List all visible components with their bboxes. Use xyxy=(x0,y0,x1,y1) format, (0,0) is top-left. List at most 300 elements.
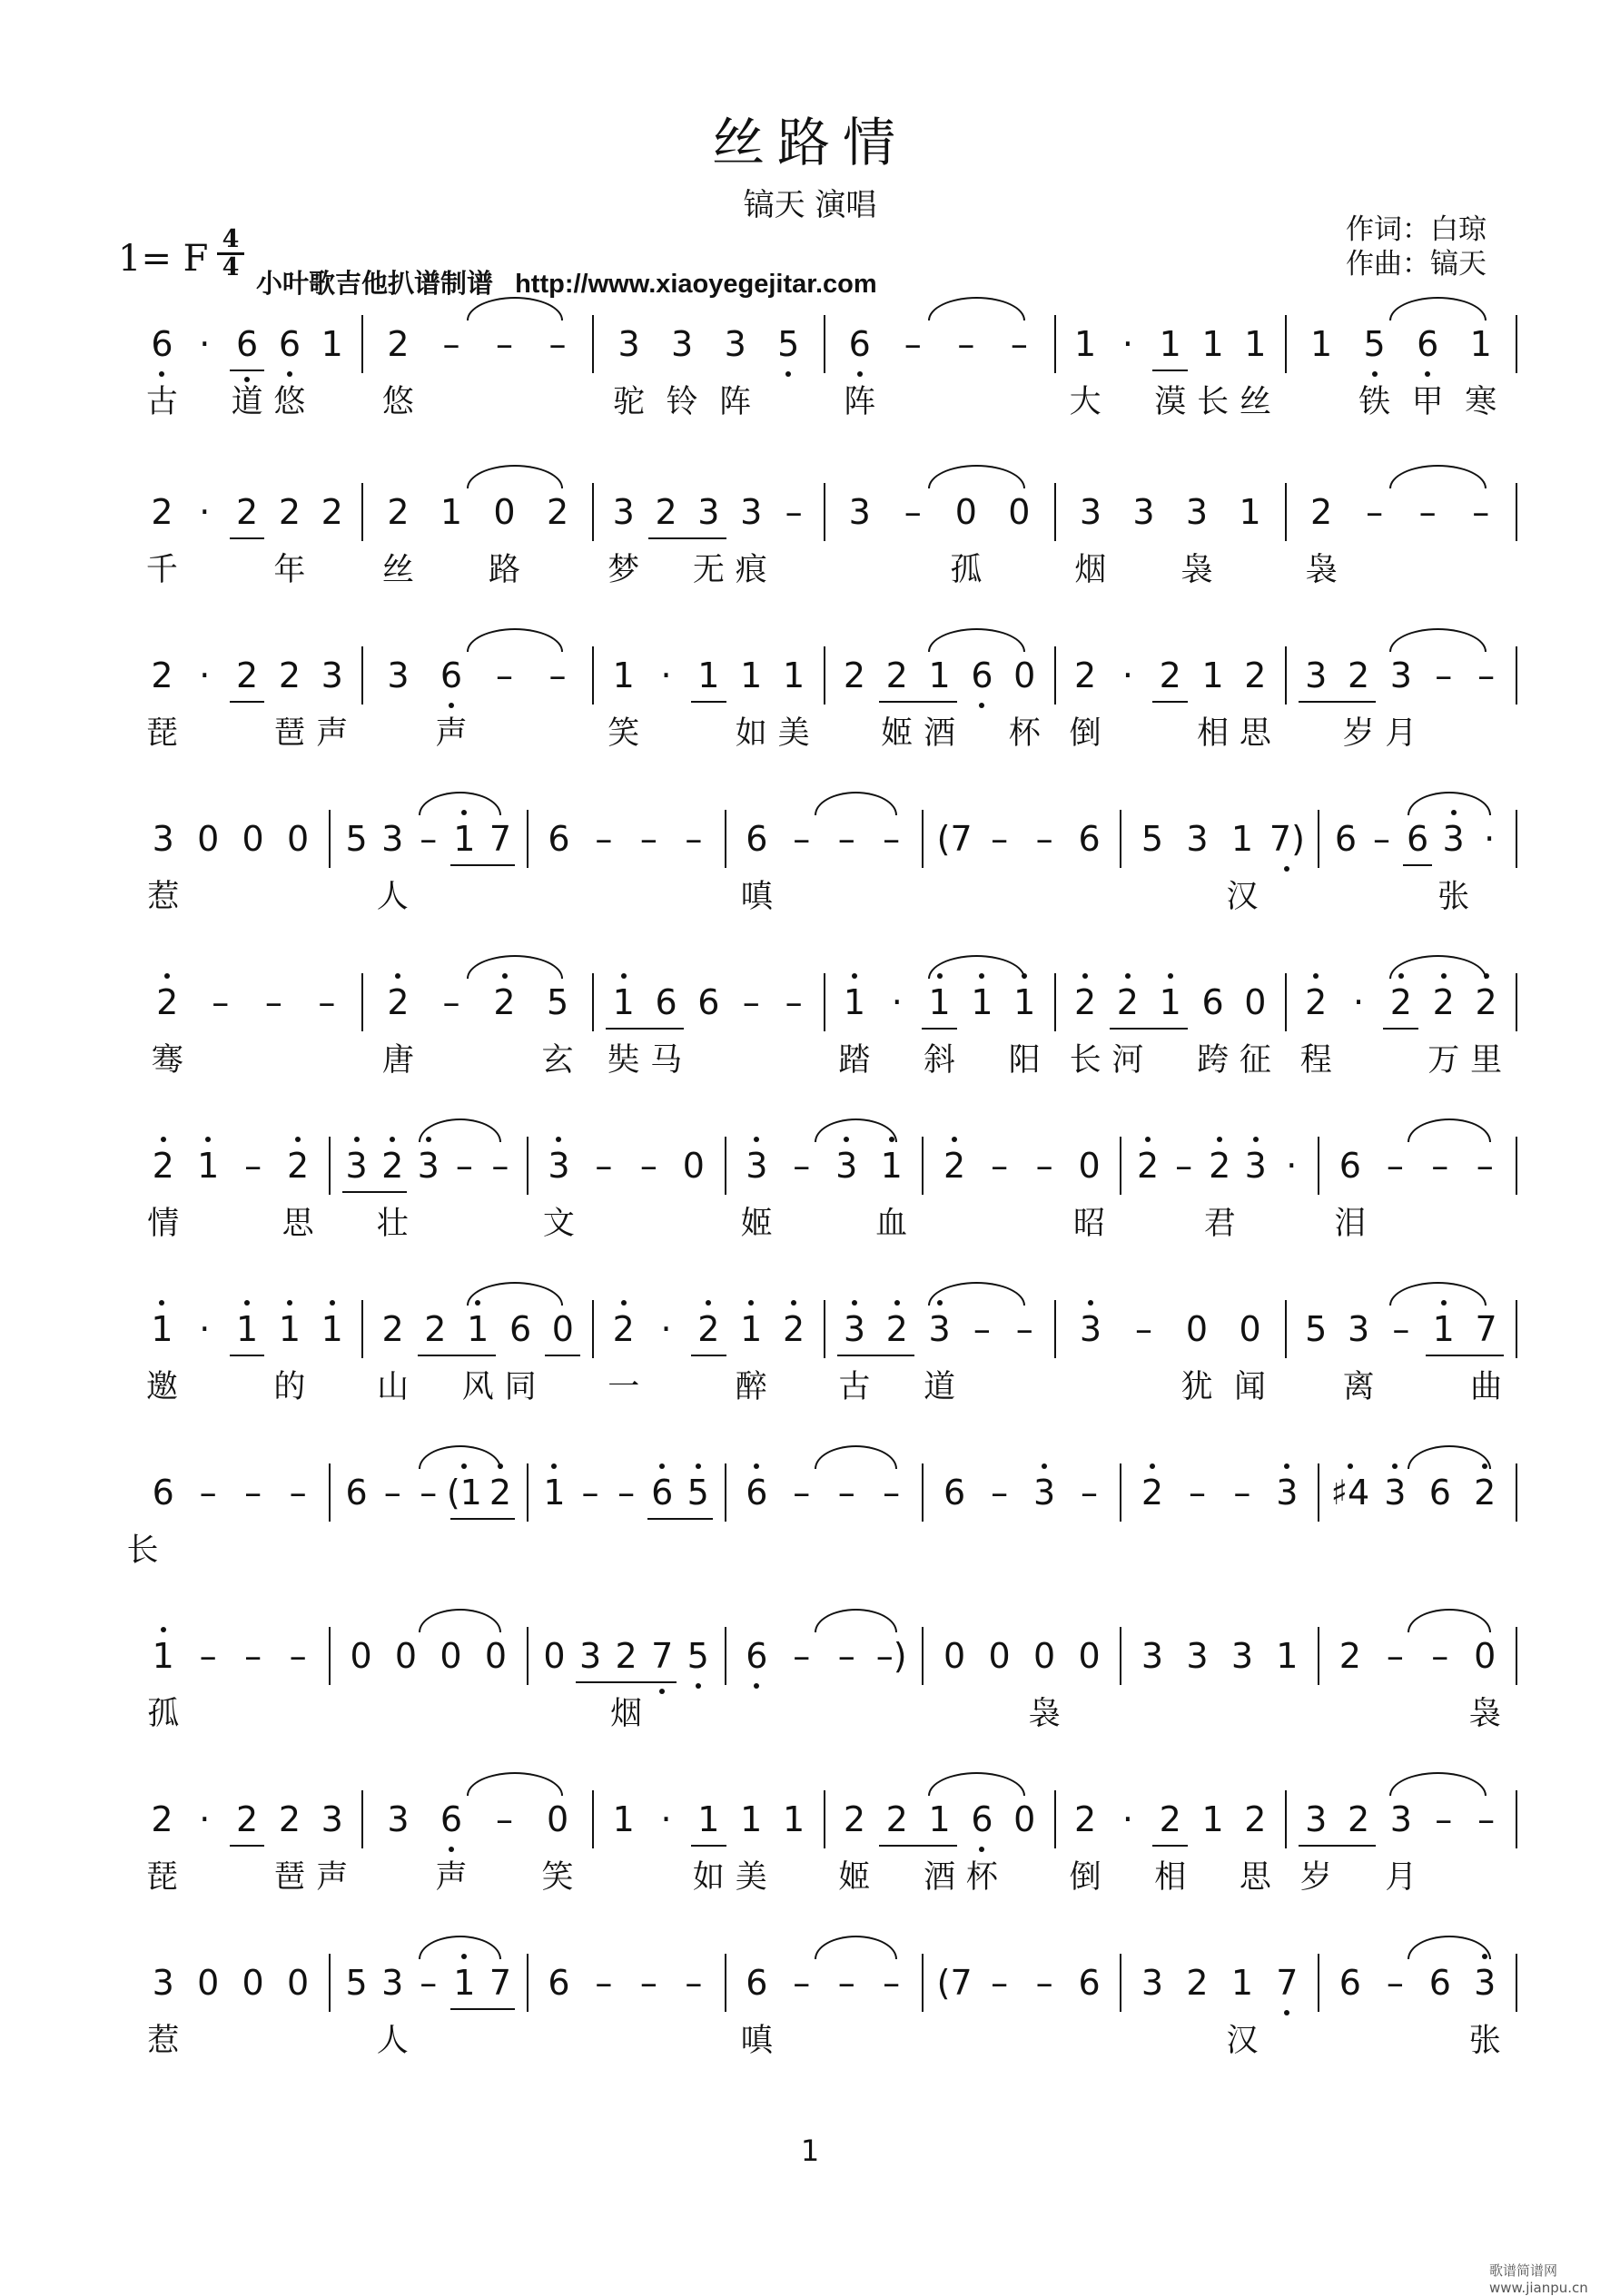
note: 2 xyxy=(278,492,301,532)
measure xyxy=(726,808,924,870)
measure xyxy=(362,645,593,706)
note: 1 xyxy=(1469,324,1492,364)
note: 2 xyxy=(885,1309,908,1349)
note: 1 xyxy=(1201,1799,1224,1839)
measure xyxy=(923,1625,1121,1687)
lyric-char: 袅 xyxy=(1468,1696,1501,1732)
lyric-char: 酒 xyxy=(924,715,956,752)
measure xyxy=(593,645,824,706)
beam-underline xyxy=(342,1191,407,1193)
note: 6 xyxy=(746,819,768,859)
barline xyxy=(725,1954,726,2012)
note: 5 xyxy=(687,1473,709,1513)
lyric-char: 文 xyxy=(542,1206,575,1242)
score-line xyxy=(132,1789,1516,1925)
barline xyxy=(1120,1463,1121,1522)
lyric-char: 惹 xyxy=(147,879,180,915)
note: 0 xyxy=(197,819,220,859)
octave-up-dot xyxy=(287,1300,292,1306)
barline-end xyxy=(1516,1300,1517,1358)
note: 0 xyxy=(682,1146,705,1186)
time-signature-bottom: 4 xyxy=(222,253,240,281)
lyric-char: 道 xyxy=(231,384,263,420)
dash-note: – xyxy=(1015,1309,1033,1349)
lyric-char: 倒 xyxy=(1069,1859,1101,1896)
note: 2 xyxy=(1389,982,1412,1022)
note: 6 xyxy=(152,1473,174,1513)
barline xyxy=(1054,646,1056,705)
lyric-char: 姬 xyxy=(740,1206,773,1242)
lyric-char: 阳 xyxy=(1008,1042,1041,1079)
beam-underline xyxy=(230,537,265,539)
measure xyxy=(330,808,528,870)
dash-note: – xyxy=(595,1963,613,2003)
octave-up-dot xyxy=(1125,973,1131,979)
note: 0 xyxy=(954,492,977,532)
dash-note: – xyxy=(595,1146,613,1186)
note: 1 xyxy=(1244,324,1267,364)
dash-note: – xyxy=(1477,1799,1496,1839)
barline xyxy=(922,1137,924,1195)
lyric-char: 思 xyxy=(1239,1859,1271,1896)
note: 5 xyxy=(1141,819,1164,859)
note: 5 xyxy=(687,1636,709,1676)
lyric-char: 曲 xyxy=(1470,1369,1503,1405)
note: 0 xyxy=(988,1636,1011,1676)
note: 1 xyxy=(612,982,635,1022)
score-line xyxy=(126,1462,1516,1598)
note: 7 xyxy=(1276,1963,1299,2003)
octave-down-dot xyxy=(696,1683,701,1689)
note: 6 xyxy=(440,655,463,695)
slur xyxy=(928,628,1025,652)
dash-note: – xyxy=(991,819,1009,859)
lyric-char: 声 xyxy=(435,715,468,752)
note: 2 xyxy=(885,1799,908,1839)
note: 1 xyxy=(697,1799,720,1839)
note: 6 xyxy=(1078,1963,1101,2003)
slur xyxy=(1408,1445,1491,1469)
note: 2 xyxy=(156,982,179,1022)
barline xyxy=(361,1300,363,1358)
beam-underline xyxy=(230,1355,265,1356)
measure xyxy=(825,313,1055,375)
lyric-char: 孤 xyxy=(950,552,983,588)
dash-note: – xyxy=(837,1636,855,1676)
score-line xyxy=(132,645,1516,781)
note: 3 xyxy=(1244,1146,1267,1186)
measure xyxy=(1055,971,1286,1033)
note: 0 xyxy=(1474,1636,1497,1676)
dash-note: – xyxy=(837,819,855,859)
note: 2 xyxy=(235,1799,259,1839)
score-line xyxy=(132,808,1516,944)
beam-underline xyxy=(1152,1845,1188,1847)
octave-down-dot xyxy=(754,1683,759,1689)
note: 1 xyxy=(782,1799,805,1839)
lyric-char: 惹 xyxy=(147,2023,180,2059)
beam-underline xyxy=(691,701,726,703)
note: 1 xyxy=(1159,324,1181,364)
measure xyxy=(593,1298,824,1360)
barline-end xyxy=(1516,1463,1517,1522)
measure xyxy=(330,1135,528,1197)
barline xyxy=(527,1954,528,2012)
note: 3 xyxy=(724,324,746,364)
lyric-char: 汉 xyxy=(1226,879,1259,915)
note: 6 xyxy=(651,1473,674,1513)
measure xyxy=(132,1462,330,1523)
measure xyxy=(1121,1462,1319,1523)
note: 3 xyxy=(740,492,763,532)
note: 1 xyxy=(928,982,951,1022)
note: 2 xyxy=(321,492,343,532)
measure xyxy=(362,481,593,543)
dash-note: – xyxy=(212,982,230,1022)
dash-note: – xyxy=(883,1473,901,1513)
lyric-char: 姬 xyxy=(881,715,914,752)
note: 3 xyxy=(1186,1636,1209,1676)
note: 2 xyxy=(287,1146,310,1186)
note: 2 xyxy=(152,1146,174,1186)
dash-note: – xyxy=(548,324,567,364)
lyric-char: 马 xyxy=(650,1042,683,1079)
beam-underline xyxy=(1299,1845,1377,1847)
barline xyxy=(361,483,363,541)
lyric-char: 烟 xyxy=(1074,552,1107,588)
barline xyxy=(527,1463,528,1522)
note: 1 xyxy=(1432,1309,1455,1349)
note: 2 xyxy=(843,1799,865,1839)
slur xyxy=(1389,297,1487,320)
beam-underline xyxy=(230,370,265,371)
note: ♯4 xyxy=(1330,1473,1370,1513)
lyric-char: 琵 xyxy=(145,715,178,752)
lyric-char: 如 xyxy=(735,715,767,752)
octave-up-dot xyxy=(1253,1137,1259,1142)
note: 2 xyxy=(1305,982,1328,1022)
measure xyxy=(528,1952,726,2014)
measure xyxy=(1286,645,1516,706)
measure xyxy=(593,481,824,543)
barline xyxy=(527,1137,528,1195)
lyric-char: 月 xyxy=(1385,1859,1418,1896)
barline xyxy=(592,315,594,373)
note: 5 xyxy=(345,1963,368,2003)
note: 1 xyxy=(612,1799,635,1839)
dash-note: – xyxy=(318,982,336,1022)
note: 5 xyxy=(1305,1309,1328,1349)
note: 6 xyxy=(548,819,570,859)
octave-down-dot xyxy=(1284,866,1289,872)
barline xyxy=(361,646,363,705)
slur xyxy=(419,1936,502,1959)
note: 1 xyxy=(1013,982,1036,1022)
barline xyxy=(1120,1627,1121,1685)
measure xyxy=(528,1135,726,1197)
barline xyxy=(1054,973,1056,1031)
lyric-char: 月 xyxy=(1385,715,1418,752)
note: 1 xyxy=(928,655,951,695)
dash-note: – xyxy=(1372,819,1390,859)
measure xyxy=(362,1298,593,1360)
dash-note: – xyxy=(199,1473,217,1513)
measure xyxy=(1319,1625,1516,1687)
measure xyxy=(132,808,330,870)
slur xyxy=(1389,1772,1487,1796)
beam-underline xyxy=(450,1518,515,1520)
note: 3 xyxy=(1305,655,1328,695)
barline xyxy=(592,646,594,705)
note: 7) xyxy=(1269,819,1305,859)
dash-note: – xyxy=(1392,1309,1410,1349)
slur xyxy=(1408,1118,1491,1142)
octave-down-dot xyxy=(857,371,863,377)
octave-up-dot xyxy=(621,973,627,979)
note: 3 xyxy=(1384,1473,1407,1513)
dash-note: – xyxy=(685,819,703,859)
lyric-char: 情 xyxy=(147,1206,180,1242)
beam-underline xyxy=(230,1845,265,1847)
dash-note: – xyxy=(785,982,803,1022)
lyric-char: 人 xyxy=(376,2023,409,2059)
measure xyxy=(132,1625,330,1687)
octave-down-dot xyxy=(449,703,454,708)
note: 2 xyxy=(1475,982,1497,1022)
lyric-char: 丝 xyxy=(381,552,414,588)
note: 1 xyxy=(1230,1963,1254,2003)
lyric-char: 道 xyxy=(924,1369,956,1405)
note: 1 xyxy=(1239,492,1261,532)
note: 2 xyxy=(278,655,301,695)
dash-note: – xyxy=(548,655,567,695)
octave-down-dot xyxy=(979,1847,984,1852)
note: 2 xyxy=(1136,1146,1160,1186)
note: 6 xyxy=(1406,819,1429,859)
lyric-char: 姬 xyxy=(838,1859,871,1896)
lyric-char: 奘 xyxy=(608,1042,640,1079)
measure xyxy=(593,1789,824,1850)
lyric-char: 孤 xyxy=(147,1696,180,1732)
octave-down-dot xyxy=(785,371,791,377)
beam-underline xyxy=(1426,1355,1504,1356)
note: 6 xyxy=(151,324,173,364)
measure xyxy=(362,1789,593,1850)
barline-end xyxy=(1516,1790,1517,1848)
barline-end xyxy=(1516,810,1517,868)
site-mark: 歌谱简谱网 www.jianpu.cn xyxy=(1489,2262,1588,2296)
lyric-char: 古 xyxy=(145,384,178,420)
note: 3 xyxy=(381,1963,404,2003)
note: 5 xyxy=(546,982,569,1022)
dash-note: – xyxy=(496,1799,513,1839)
barline-end xyxy=(1516,646,1517,705)
dash-note: – xyxy=(957,324,975,364)
measure xyxy=(1121,1625,1319,1687)
lyric-char: 杯 xyxy=(1008,715,1041,752)
dash-note: – xyxy=(991,1146,1009,1186)
note: 3 xyxy=(345,1146,368,1186)
lyric-char: 美 xyxy=(777,715,810,752)
dash-note: – xyxy=(383,1473,401,1513)
octave-up-dot xyxy=(894,1300,900,1306)
lyric-char: 嗔 xyxy=(740,879,773,915)
note: 3 xyxy=(417,1146,440,1186)
beam-underline xyxy=(1299,701,1377,703)
page-number: 1 xyxy=(800,2133,820,2168)
note: 6 xyxy=(746,1636,768,1676)
lyric-char: 嗔 xyxy=(740,2023,773,2059)
beam-underline xyxy=(1152,701,1188,703)
barline xyxy=(361,973,363,1031)
note: 6 xyxy=(1338,1963,1361,2003)
octave-up-dot xyxy=(1088,1300,1093,1306)
note: 6 xyxy=(746,1473,768,1513)
dot-extension: · xyxy=(1353,982,1365,1022)
lyric-char: 漠 xyxy=(1154,384,1187,420)
note: 2 xyxy=(1141,1473,1164,1513)
barline xyxy=(824,1790,825,1848)
octave-down-dot xyxy=(1425,371,1430,377)
note: (1 xyxy=(446,1473,482,1513)
dash-note: – xyxy=(1081,1473,1099,1513)
lyric-char: 泪 xyxy=(1334,1206,1367,1242)
measure xyxy=(726,1135,924,1197)
lyric-char: 笑 xyxy=(541,1859,574,1896)
note: 6 xyxy=(1334,819,1358,859)
note: 2 xyxy=(489,1473,511,1513)
note: 6 xyxy=(1201,982,1224,1022)
slur xyxy=(419,1118,502,1142)
lyric-char: 阵 xyxy=(844,384,876,420)
dash-note: – xyxy=(1035,1146,1053,1186)
note: 3 xyxy=(843,1309,865,1349)
lyric-char: 千 xyxy=(145,552,178,588)
note: 3 xyxy=(578,1636,602,1676)
note: 0 xyxy=(287,819,310,859)
dot-extension: · xyxy=(1121,324,1133,364)
barline xyxy=(1318,1627,1319,1685)
lyric-char: 声 xyxy=(316,1859,349,1896)
note: 3 xyxy=(612,492,635,532)
barline xyxy=(329,1137,331,1195)
barline xyxy=(824,1300,825,1358)
dash-note: – xyxy=(496,324,513,364)
octave-up-dot xyxy=(1150,1463,1155,1469)
lyric-char: 袅 xyxy=(1305,552,1338,588)
note: 0 xyxy=(1032,1636,1056,1676)
lyricist-credit: 作词：白琼 xyxy=(1346,213,1487,246)
note: 3 xyxy=(1474,1963,1497,2003)
lyric-char: 张 xyxy=(1468,2023,1501,2059)
singer-credit: 镐天 演唱 xyxy=(743,187,877,223)
barline xyxy=(1054,1300,1056,1358)
beam-underline xyxy=(691,1845,726,1847)
measure xyxy=(132,1952,330,2014)
slur xyxy=(1389,955,1487,979)
note: 3 xyxy=(152,1963,174,2003)
beam-underline xyxy=(648,537,726,539)
note: 2 xyxy=(1209,1146,1231,1186)
note: 2 xyxy=(235,655,259,695)
dash-note: – xyxy=(244,1636,262,1676)
note: 0 xyxy=(1078,1636,1101,1676)
measure xyxy=(528,1462,726,1523)
note: 1 xyxy=(278,1309,301,1349)
note: 6 xyxy=(1338,1146,1361,1186)
measure xyxy=(825,481,1055,543)
lyric-char: 昭 xyxy=(1073,1206,1106,1242)
note: 2 xyxy=(151,492,173,532)
lyric-char: 汉 xyxy=(1226,2023,1259,2059)
lyric-char: 铁 xyxy=(1358,384,1391,420)
dash-note: – xyxy=(581,1473,599,1513)
octave-down-dot xyxy=(1284,2010,1289,2015)
note: 2 xyxy=(1347,1799,1370,1839)
note: 1 xyxy=(740,1309,763,1349)
measure xyxy=(1055,1789,1286,1850)
note: 6 xyxy=(1428,1473,1451,1513)
octave-down-dot xyxy=(979,703,984,708)
barline xyxy=(361,315,363,373)
note: 6 xyxy=(235,324,259,364)
dash-note: – xyxy=(793,819,811,859)
dash-note: – xyxy=(1188,1473,1206,1513)
note: 6 xyxy=(509,1309,532,1349)
measure xyxy=(1286,481,1516,543)
beam-underline xyxy=(1383,1028,1418,1030)
note: 0 xyxy=(242,819,264,859)
octave-down-dot xyxy=(159,371,164,377)
dash-note: – xyxy=(685,1963,703,2003)
dash-note: – xyxy=(244,1473,262,1513)
measure xyxy=(923,1462,1121,1523)
lyric-char: 梦 xyxy=(608,552,640,588)
barline xyxy=(824,483,825,541)
note: 6 xyxy=(440,1799,463,1839)
note: 0 xyxy=(287,1963,310,2003)
barline-end xyxy=(1516,1954,1517,2012)
lyric-char: 声 xyxy=(316,715,349,752)
octave-down-dot xyxy=(449,1847,454,1852)
score-line xyxy=(132,313,1516,449)
octave-up-dot xyxy=(1168,973,1173,979)
note: 6 xyxy=(746,1963,768,2003)
note: 0 xyxy=(1078,1146,1101,1186)
lyric-char: 君 xyxy=(1203,1206,1236,1242)
dash-note: – xyxy=(442,982,460,1022)
score-line xyxy=(132,1625,1516,1761)
slur xyxy=(419,1609,502,1632)
dot-extension: · xyxy=(199,1309,211,1349)
dot-extension: · xyxy=(1286,1146,1298,1186)
note: 2 xyxy=(151,1799,173,1839)
note: 2 xyxy=(381,1146,404,1186)
dash-note: – xyxy=(785,492,803,532)
barline xyxy=(922,1954,924,2012)
lyric-char: 岁 xyxy=(1299,1859,1332,1896)
score-line xyxy=(132,1952,1516,2088)
note: 6 xyxy=(1428,1963,1451,2003)
barline xyxy=(1285,1790,1287,1848)
beam-underline xyxy=(1152,370,1188,371)
measure xyxy=(1286,971,1516,1033)
slur xyxy=(1389,628,1487,652)
barline xyxy=(527,1627,528,1685)
beam-underline xyxy=(879,701,957,703)
note: 7 xyxy=(1475,1309,1497,1349)
slur xyxy=(815,1609,898,1632)
